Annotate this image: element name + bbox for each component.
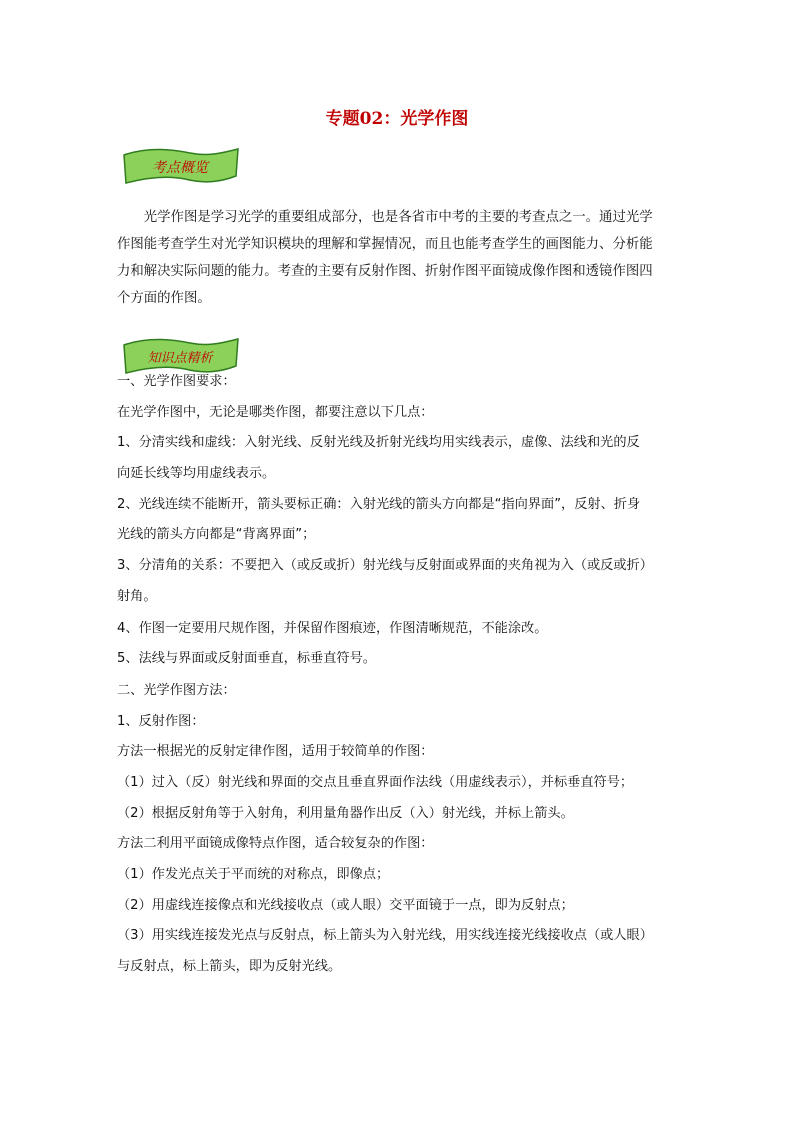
intro-line: 光学作图是学习光学的重要组成部分，也是各省市中考的主要的考查点之一。通过光学 [117,210,653,225]
body-line: 4、作图一定要用尺规作图，并保留作图痕迹，作图清晰规范，不能涂改。 [117,621,548,636]
body-line: 与反射点，标上箭头，即为反射光线。 [117,959,342,974]
body-line: 5、法线与界面或反射面垂直，标垂直符号。 [117,651,376,666]
intro-line: 个方面的作图。 [117,291,211,306]
body-line: 方法二利用平面镜成像特点作图，适合较复杂的作图： [117,836,434,851]
intro-line: 作图能考查学生对光学知识模块的理解和掌握情况，而且也能考查学生的画图能力、分析能 [117,237,653,252]
body-line: （2）用虚线连接像点和光线接收点（或人眼）交平面镜于一点，即为反射点； [117,898,574,913]
body-line: 在光学作图中，无论是哪类作图，都要注意以下几点： [117,405,434,420]
body-line: 方法一根据光的反射定律作图，适用于较简单的作图： [117,744,434,759]
body-line: 1、分清实线和虚线：入射光线、反射光线及折射光线均用实线表示，虚像、法线和光的反 [117,435,640,450]
overview-banner-label: 考点概览 [152,160,208,176]
body-line: 光线的箭头方向都是“背离界面”； [117,527,316,542]
ribbon-banner-shape [120,146,242,186]
intro-line: 力和解决实际问题的能力。考查的主要有反射作图、折射作图平面镜成像作图和透镜作图四 [117,264,653,279]
body-line: 3、分清角的关系：不要把入（或反或折）射光线与反射面或界面的夹角视为入（或反或折） [117,558,653,573]
section-heading: 一、光学作图要求： [117,374,236,389]
body-line: 2、光线连续不能断开，箭头要标正确：入射光线的箭头方向都是“指向界面”，反射、折身 [117,497,641,512]
body-line: （1）作发光点关于平而统的对称点，即像点； [117,867,390,882]
body-line: 向延长线等均用虚线表示。 [117,466,276,481]
body-line: （1）过入（反）射光线和界面的交点且垂直界面作法线（用虚线表示），并标垂直符号； [117,775,634,790]
body-line: 射角。 [117,589,157,604]
overview-banner [120,146,242,186]
body-line: （3）用实线连接发光点与反射点，标上箭头为入射光线，用实线连接光线接收点（或人眼） [117,928,653,943]
body-line: 1、反射作图： [117,714,205,729]
page-title: 专题02：光学作图 [325,109,469,129]
intro-paragraph [117,204,689,312]
body-line: （2）根据反射角等于入射角，利用量角器作出反（入）射光线，并标上箭头。 [117,806,574,821]
analysis-banner-label: 知识点精析 [147,351,213,366]
section-heading: 二、光学作图方法： [117,683,236,698]
